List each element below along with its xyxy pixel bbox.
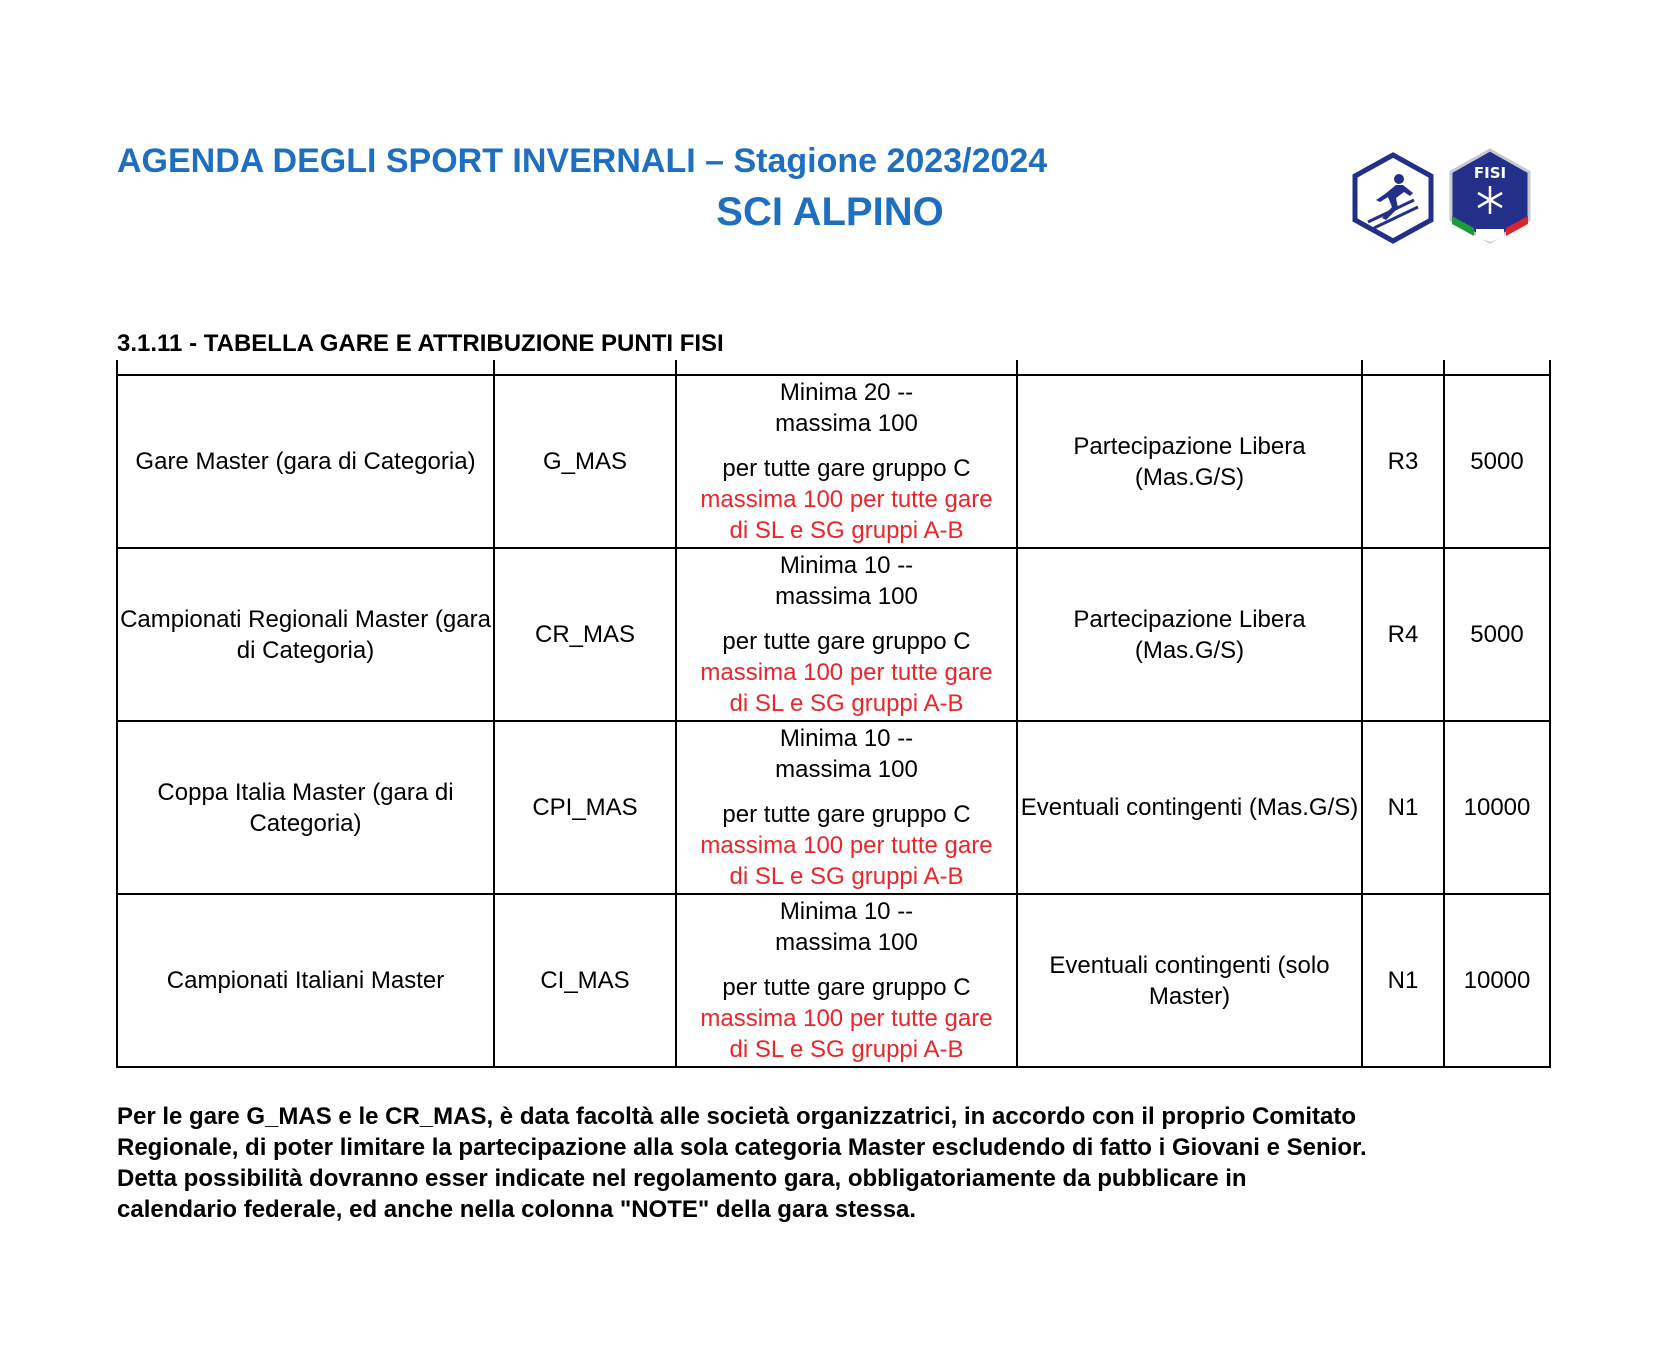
quota-min: Minima 10 -- xyxy=(779,898,914,925)
quota-red-line-1: massima 100 per tutte gare xyxy=(700,659,993,686)
table-row xyxy=(117,894,1550,1067)
participant-quota xyxy=(676,721,1017,894)
footnote-line: calendario federale, ed anche nella colonna "NOTE" della gara stessa. xyxy=(117,1196,917,1223)
race-name: Gare Master (gara di Categoria) xyxy=(117,375,494,548)
quota-min: Minima 10 -- xyxy=(779,725,914,752)
race-name: Campionati Regionali Master (gara di Categoria) xyxy=(117,548,494,721)
section-title: 3.1.11 - TABELLA GARE E ATTRIBUZIONE PUNTI FISI xyxy=(117,330,724,357)
participation: Partecipazione Libera (Mas.G/S) xyxy=(1017,548,1362,721)
footnote xyxy=(117,1101,1557,1225)
quota-max: massima 100 xyxy=(775,410,918,437)
race-name: Coppa Italia Master (gara di Categoria) xyxy=(117,721,494,894)
participation: Eventuali contingenti (Mas.G/S) xyxy=(1017,721,1362,894)
participant-quota xyxy=(676,548,1017,721)
svg-text:FISI: FISI xyxy=(1473,164,1507,182)
skier-logo-icon xyxy=(1352,152,1434,244)
race-code: CR_MAS xyxy=(494,548,676,721)
quota-red-line-1: massima 100 per tutte gare xyxy=(700,1005,993,1032)
quota-red-line-2: di SL e SG gruppi A-B xyxy=(729,863,964,890)
race-points: 5000 xyxy=(1444,375,1550,548)
quota-min: Minima 20 -- xyxy=(779,379,914,406)
footnote-line: Detta possibilità dovranno esser indicate nel regolamento gara, obbligatoriamente da pubblicare in xyxy=(117,1165,1247,1192)
quota-red-line-1: massima 100 per tutte gare xyxy=(700,486,993,513)
race-level: R4 xyxy=(1362,548,1444,721)
race-points: 10000 xyxy=(1444,894,1550,1067)
quota-group: per tutte gare gruppo C xyxy=(722,628,971,655)
quota-group: per tutte gare gruppo C xyxy=(722,801,971,828)
table-row xyxy=(117,548,1550,721)
quota-red-line-2: di SL e SG gruppi A-B xyxy=(729,690,964,717)
quota-max: massima 100 xyxy=(775,583,918,610)
fisi-logo-icon xyxy=(1448,148,1532,244)
table-row xyxy=(117,375,1550,548)
participation: Eventuali contingenti (solo Master) xyxy=(1017,894,1362,1067)
agenda-title: AGENDA DEGLI SPORT INVERNALI – Stagione 2023/2024 xyxy=(117,142,1048,180)
quota-min: Minima 10 -- xyxy=(779,552,914,579)
quota-red-line-2: di SL e SG gruppi A-B xyxy=(729,517,964,544)
race-level: N1 xyxy=(1362,894,1444,1067)
footnote-line: Per le gare G_MAS e le CR_MAS, è data facoltà alle società organizzatrici, in accordo con il proprio Comitato xyxy=(117,1103,1356,1130)
discipline-subtitle: SCI ALPINO xyxy=(716,190,944,234)
footnote-line: Regionale, di poter limitare la partecipazione alla sola categoria Master escludendo di fatto i Giovani e Senior. xyxy=(117,1134,1367,1161)
points-table xyxy=(116,360,1551,1068)
participant-quota xyxy=(676,375,1017,548)
race-name: Campionati Italiani Master xyxy=(117,894,494,1067)
race-points: 10000 xyxy=(1444,721,1550,894)
race-level: R3 xyxy=(1362,375,1444,548)
race-points: 5000 xyxy=(1444,548,1550,721)
race-code: CI_MAS xyxy=(494,894,676,1067)
race-code: G_MAS xyxy=(494,375,676,548)
table-top-stub xyxy=(117,360,1550,375)
participation: Partecipazione Libera (Mas.G/S) xyxy=(1017,375,1362,548)
race-code: CPI_MAS xyxy=(494,721,676,894)
participant-quota xyxy=(676,894,1017,1067)
quota-group: per tutte gare gruppo C xyxy=(722,455,971,482)
quota-group: per tutte gare gruppo C xyxy=(722,974,971,1001)
quota-max: massima 100 xyxy=(775,929,918,956)
quota-red-line-1: massima 100 per tutte gare xyxy=(700,832,993,859)
table-row xyxy=(117,721,1550,894)
quota-red-line-2: di SL e SG gruppi A-B xyxy=(729,1036,964,1063)
quota-max: massima 100 xyxy=(775,756,918,783)
race-level: N1 xyxy=(1362,721,1444,894)
